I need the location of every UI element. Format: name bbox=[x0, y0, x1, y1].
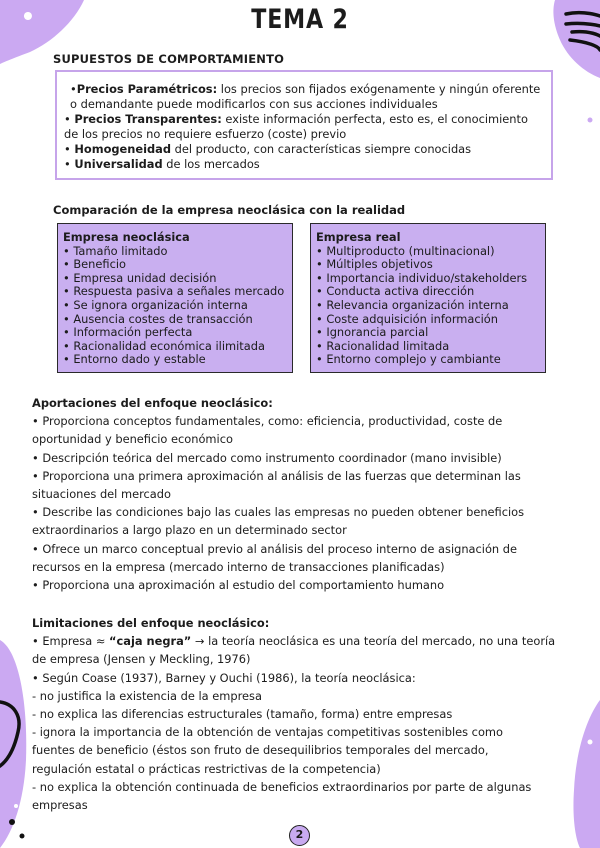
comparacion-heading: Comparación de la empresa neoclásica con la realidad bbox=[53, 203, 406, 217]
list-item: • Entorno complejo y cambiante bbox=[316, 352, 501, 367]
list-item: • Tamaño limitado bbox=[63, 243, 168, 258]
paragraph-line: • Ofrece un marco conceptual previo al análisis del proceso interno de asignación de bbox=[32, 541, 518, 556]
paragraph-line: oportunidad y beneficio económico bbox=[32, 432, 233, 447]
paragraph-line: - no explica la obtención continuada de beneficios extraordinarios por parte de algunas bbox=[32, 779, 532, 794]
empresa-neoclasica-title: Empresa neoclásica bbox=[63, 230, 190, 244]
list-item: • Relevancia organización interna bbox=[316, 297, 509, 312]
paragraph-line: empresas bbox=[32, 798, 88, 813]
list-item: • Múltiples objetivos bbox=[316, 257, 433, 272]
aportaciones-section bbox=[32, 394, 577, 594]
list-item: • Entorno dado y estable bbox=[63, 352, 206, 367]
list-item: • Racionalidad económica ilimitada bbox=[63, 338, 265, 353]
top-left-dot bbox=[24, 12, 32, 20]
supuesto-item: • Universalidad de los mercados bbox=[64, 157, 260, 171]
list-item: • Empresa unidad decisión bbox=[63, 270, 217, 285]
paragraph-line: situaciones del mercado bbox=[32, 487, 171, 502]
paragraph-line: • Empresa ≈ “caja negra” → la teoría neoclásica es una teoría del mercado, no una teoría bbox=[32, 634, 556, 649]
list-item: • Información perfecta bbox=[63, 325, 193, 340]
caja-negra-term: “caja negra” bbox=[109, 634, 192, 649]
paragraph-line: • Describe las condiciones bajo las cuales las empresas no pueden obtener beneficios bbox=[32, 505, 525, 520]
paragraph-line: - no justifica la existencia de la empresa bbox=[32, 688, 262, 703]
list-item: • Respuesta pasiva a señales mercado bbox=[63, 284, 285, 299]
list-item: • Importancia individuo/stakeholders bbox=[316, 270, 528, 285]
limitaciones-section bbox=[32, 614, 577, 814]
paragraph-line: regulación estatal o prácticas restrictivas de la competencia) bbox=[32, 761, 381, 776]
bottom-right-blob bbox=[573, 700, 600, 848]
paragraph-line: de empresa (Jensen y Meckling, 1976) bbox=[32, 652, 251, 667]
supuesto-item: •Precios Paramétricos: los precios son fijados exógenamente y ningún oferente o demandante puede modificarlos con sus acciones individuales bbox=[70, 82, 541, 111]
paragraph-line: • Según Coase (1937), Barney y Ouchi (1986), la teoría neoclásica: bbox=[32, 670, 416, 685]
list-item: • Ausencia costes de transacción bbox=[63, 311, 253, 326]
paragraph-line: • Proporciona una aproximación al estudio del comportamiento humano bbox=[32, 578, 445, 593]
list-item: • Beneficio bbox=[63, 257, 126, 272]
empresa-real-box bbox=[310, 223, 546, 373]
paragraph-line: • Descripción teórica del mercado como instrumento coordinador (mano invisible) bbox=[32, 450, 502, 465]
limitaciones-heading: Limitaciones del enfoque neoclásico: bbox=[32, 616, 270, 630]
paragraph-line: recursos en la empresa (mercado interno de transacciones planificadas) bbox=[32, 559, 445, 574]
right-dot bbox=[588, 118, 593, 123]
page-number: 2 bbox=[289, 825, 310, 846]
supuesto-item: • Precios Transparentes: existe información perfecta, esto es, el conocimiento de los precios no requiere esfuerzo (coste) previo bbox=[64, 112, 528, 141]
list-item: • Se ignora organización interna bbox=[63, 297, 248, 312]
supuestos-box bbox=[55, 70, 553, 180]
paragraph-line: fuentes de beneficio (éstos son fruto de desequilibrios temporales del mercado, bbox=[32, 743, 489, 758]
bottom-right-dot bbox=[588, 740, 593, 745]
aportaciones-heading: Aportaciones del enfoque neoclásico: bbox=[32, 396, 273, 410]
supuesto-item: • Homogeneidad del producto, con características siempre conocidas bbox=[64, 142, 472, 156]
paragraph-line: • Proporciona conceptos fundamentales, como: eficiencia, productividad, coste de bbox=[32, 414, 503, 429]
page-title: TEMA 2 bbox=[251, 4, 349, 35]
list-item: • Racionalidad limitada bbox=[316, 338, 450, 353]
paragraph-line: extraordinarios a largo plazo en un determinado sector bbox=[32, 523, 347, 538]
list-item: • Ignorancia parcial bbox=[316, 325, 429, 340]
list-item: • Conducta activa dirección bbox=[316, 284, 475, 299]
empresa-real-title: Empresa real bbox=[316, 230, 401, 244]
bottom-left-dot bbox=[20, 834, 25, 839]
list-item: • Multiproducto (multinacional) bbox=[316, 243, 495, 258]
paragraph-line: - no explica las diferencias estructurales (tamaño, forma) entre empresas bbox=[32, 707, 453, 722]
empresa-neoclasica-box bbox=[57, 223, 293, 373]
paragraph-line: • Proporciona una primera aproximación al análisis de las fuerzas que determinan las bbox=[32, 468, 521, 483]
list-item: • Coste adquisición información bbox=[316, 311, 498, 326]
bottom-left-dot bbox=[9, 819, 15, 825]
bottom-left-dot bbox=[14, 804, 18, 808]
supuestos-heading: SUPUESTOS DE COMPORTAMIENTO bbox=[53, 52, 285, 66]
paragraph-line: - ignora la importancia de la obtención de ventajas competitivas sostenibles como bbox=[32, 725, 503, 740]
